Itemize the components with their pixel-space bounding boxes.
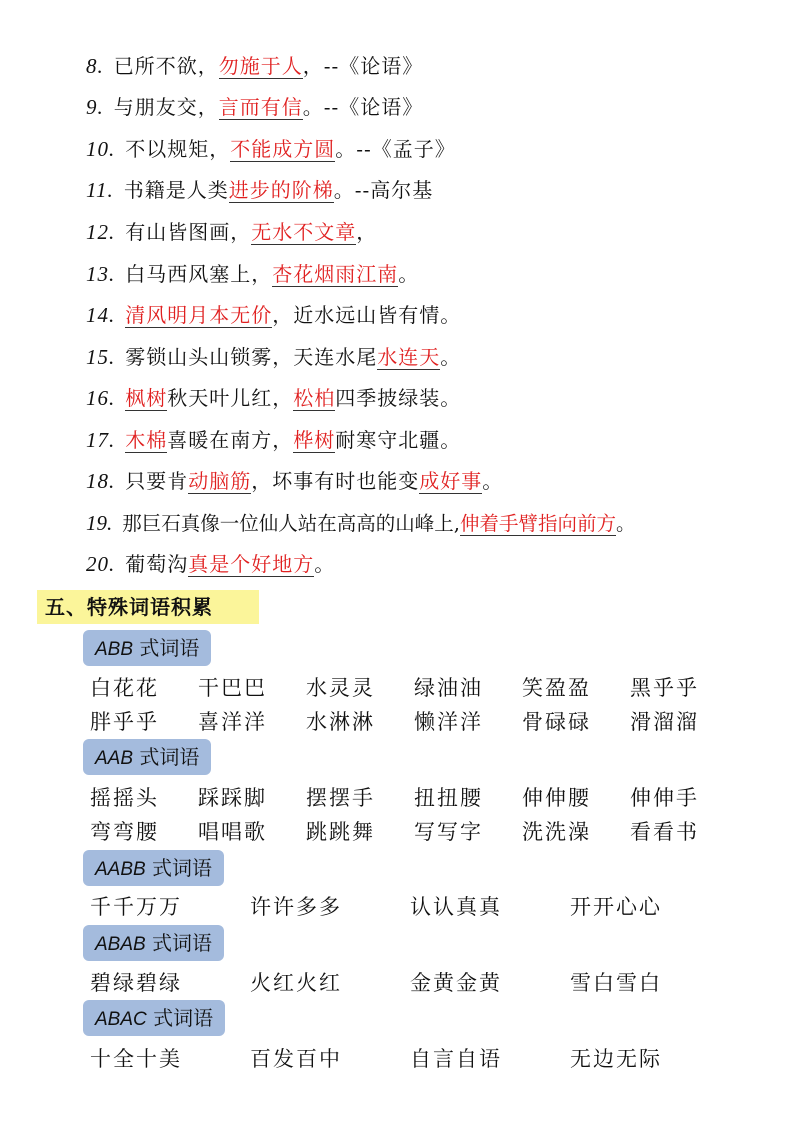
answer-text: 不能成方圆	[230, 137, 336, 161]
word-item: 水淋淋	[306, 710, 375, 734]
category-pattern: ABAB	[95, 934, 146, 955]
quote-text: 。--《孟子》	[335, 137, 456, 161]
category-tag	[83, 1000, 225, 1036]
word-item: 懒洋洋	[414, 710, 483, 734]
category-tag	[83, 850, 224, 886]
quote-line	[86, 258, 419, 290]
quote-text: 喜暖在南方，	[167, 428, 294, 452]
category-label: 式词语	[146, 1006, 214, 1030]
quote-text: 白马西风塞上，	[125, 262, 273, 286]
word-item: 骨碌碌	[522, 710, 591, 734]
answer-text: 无水不文章	[251, 220, 357, 244]
word-item: 弯弯腰	[90, 820, 159, 844]
word-item: 雪白雪白	[570, 971, 662, 995]
quote-text: 。	[398, 262, 420, 286]
answer-text: 松柏	[293, 386, 336, 410]
word-item: 笑盈盈	[522, 676, 591, 700]
word-item: 无边无际	[570, 1047, 662, 1071]
answer-text: 清风明月本无价	[125, 303, 273, 327]
quote-text: 秋天叶儿红，	[167, 386, 294, 410]
quote-number: 19.	[86, 511, 113, 535]
quote-line	[86, 174, 433, 206]
quote-number: 10.	[86, 137, 116, 161]
quote-line	[86, 299, 461, 331]
word-item: 胖乎乎	[90, 710, 159, 734]
quote-line	[86, 507, 635, 539]
quote-text: 。	[482, 469, 504, 493]
quote-text: 有山皆图画，	[125, 220, 252, 244]
word-item: 跳跳舞	[306, 820, 375, 844]
category-pattern: ABAC	[95, 1009, 147, 1030]
word-item: 许许多多	[250, 895, 342, 919]
answer-text: 桦树	[293, 428, 336, 452]
word-item: 绿油油	[414, 676, 483, 700]
answer-text: 杏花烟雨江南	[272, 262, 399, 286]
quote-line	[86, 382, 461, 414]
quote-text: 不以规矩，	[125, 137, 231, 161]
category-tag	[83, 739, 211, 775]
answer-text: 木棉	[125, 428, 168, 452]
answer-text: 枫树	[125, 386, 168, 410]
quote-text: 。	[314, 552, 336, 576]
quote-number: 12.	[86, 220, 116, 244]
word-item: 滑溜溜	[630, 710, 699, 734]
quote-number: 15.	[86, 345, 116, 369]
quote-text: 四季披绿装。	[335, 386, 462, 410]
quote-line	[86, 424, 461, 456]
quote-text: 。--高尔基	[333, 178, 434, 202]
quote-number: 14.	[86, 303, 116, 327]
quote-number: 18.	[86, 469, 116, 493]
word-item: 干巴巴	[198, 676, 267, 700]
quote-number: 17.	[86, 428, 116, 452]
category-tag	[83, 630, 211, 666]
quote-text: ，	[356, 220, 378, 244]
quote-text: 耐寒守北疆。	[335, 428, 462, 452]
category-label: 式词语	[133, 745, 200, 769]
quote-number: 13.	[86, 262, 116, 286]
quote-text: 。	[615, 512, 636, 535]
word-item: 黑乎乎	[630, 676, 699, 700]
answer-text: 真是个好地方	[188, 552, 315, 576]
word-item: 喜洋洋	[198, 710, 267, 734]
quote-line	[86, 465, 503, 497]
word-item: 写写字	[414, 820, 483, 844]
word-item: 水灵灵	[306, 676, 375, 700]
quote-text: 。--《论语》	[302, 95, 424, 119]
answer-text: 成好事	[419, 469, 483, 493]
quote-line	[86, 216, 377, 248]
word-item: 火红火红	[250, 971, 342, 995]
quote-line	[86, 50, 423, 82]
category-tag	[83, 925, 224, 961]
quote-text: 只要肯	[125, 469, 189, 493]
word-item: 伸伸手	[630, 786, 699, 810]
word-item: 唱唱歌	[198, 820, 267, 844]
category-pattern: ABB	[95, 639, 134, 660]
word-item: 看看书	[630, 820, 699, 844]
answer-text: 伸着手臂指向前方	[459, 512, 616, 535]
answer-text: 勿施于人	[218, 54, 303, 78]
answer-text: 进步的阶梯	[228, 178, 334, 202]
word-item: 十全十美	[90, 1047, 182, 1071]
quote-text: 雾锁山头山锁雾，天连水尾	[125, 345, 378, 369]
quote-line	[86, 548, 335, 580]
quote-text: ，--《论语》	[302, 54, 424, 78]
word-item: 摆摆手	[306, 786, 375, 810]
word-item: 自言自语	[410, 1047, 502, 1071]
word-item: 认认真真	[410, 895, 502, 919]
category-label: 式词语	[133, 636, 200, 660]
word-item: 百发百中	[250, 1047, 342, 1071]
word-item: 摇摇头	[90, 786, 159, 810]
word-item: 洗洗澡	[522, 820, 591, 844]
quote-text: 与朋友交，	[113, 95, 219, 119]
word-item: 伸伸腰	[522, 786, 591, 810]
word-item: 千千万万	[90, 895, 182, 919]
quote-number: 11.	[86, 178, 114, 202]
quote-text: 书籍是人类	[123, 178, 229, 202]
word-item: 开开心心	[570, 895, 662, 919]
word-item: 白花花	[90, 676, 159, 700]
word-item: 金黄金黄	[410, 971, 502, 995]
quote-text: 葡萄沟	[125, 552, 189, 576]
quote-text: ，坏事有时也能变	[251, 469, 420, 493]
quote-number: 9.	[86, 95, 104, 119]
quote-line	[86, 91, 423, 123]
quote-text: 。	[440, 345, 462, 369]
quote-number: 8.	[86, 54, 104, 78]
quote-number: 20.	[86, 552, 116, 576]
word-item: 踩踩脚	[198, 786, 267, 810]
word-item: 扭扭腰	[414, 786, 483, 810]
category-pattern: AABB	[95, 859, 146, 880]
answer-text: 动脑筋	[188, 469, 252, 493]
quote-text: 已所不欲，	[113, 54, 219, 78]
section-title: 五、特殊词语积累	[37, 590, 259, 624]
word-item: 碧绿碧绿	[90, 971, 182, 995]
category-pattern: AAB	[95, 748, 134, 769]
quote-text: 那巨石真像一位仙人站在高高的山峰上,	[122, 512, 460, 535]
quote-line	[86, 133, 456, 165]
quote-number: 16.	[86, 386, 116, 410]
category-label: 式词语	[145, 856, 213, 880]
answer-text: 言而有信	[218, 95, 303, 119]
category-label: 式词语	[145, 931, 213, 955]
answer-text: 水连天	[377, 345, 441, 369]
quote-line	[86, 341, 461, 373]
quote-text: ，近水远山皆有情。	[272, 303, 462, 327]
